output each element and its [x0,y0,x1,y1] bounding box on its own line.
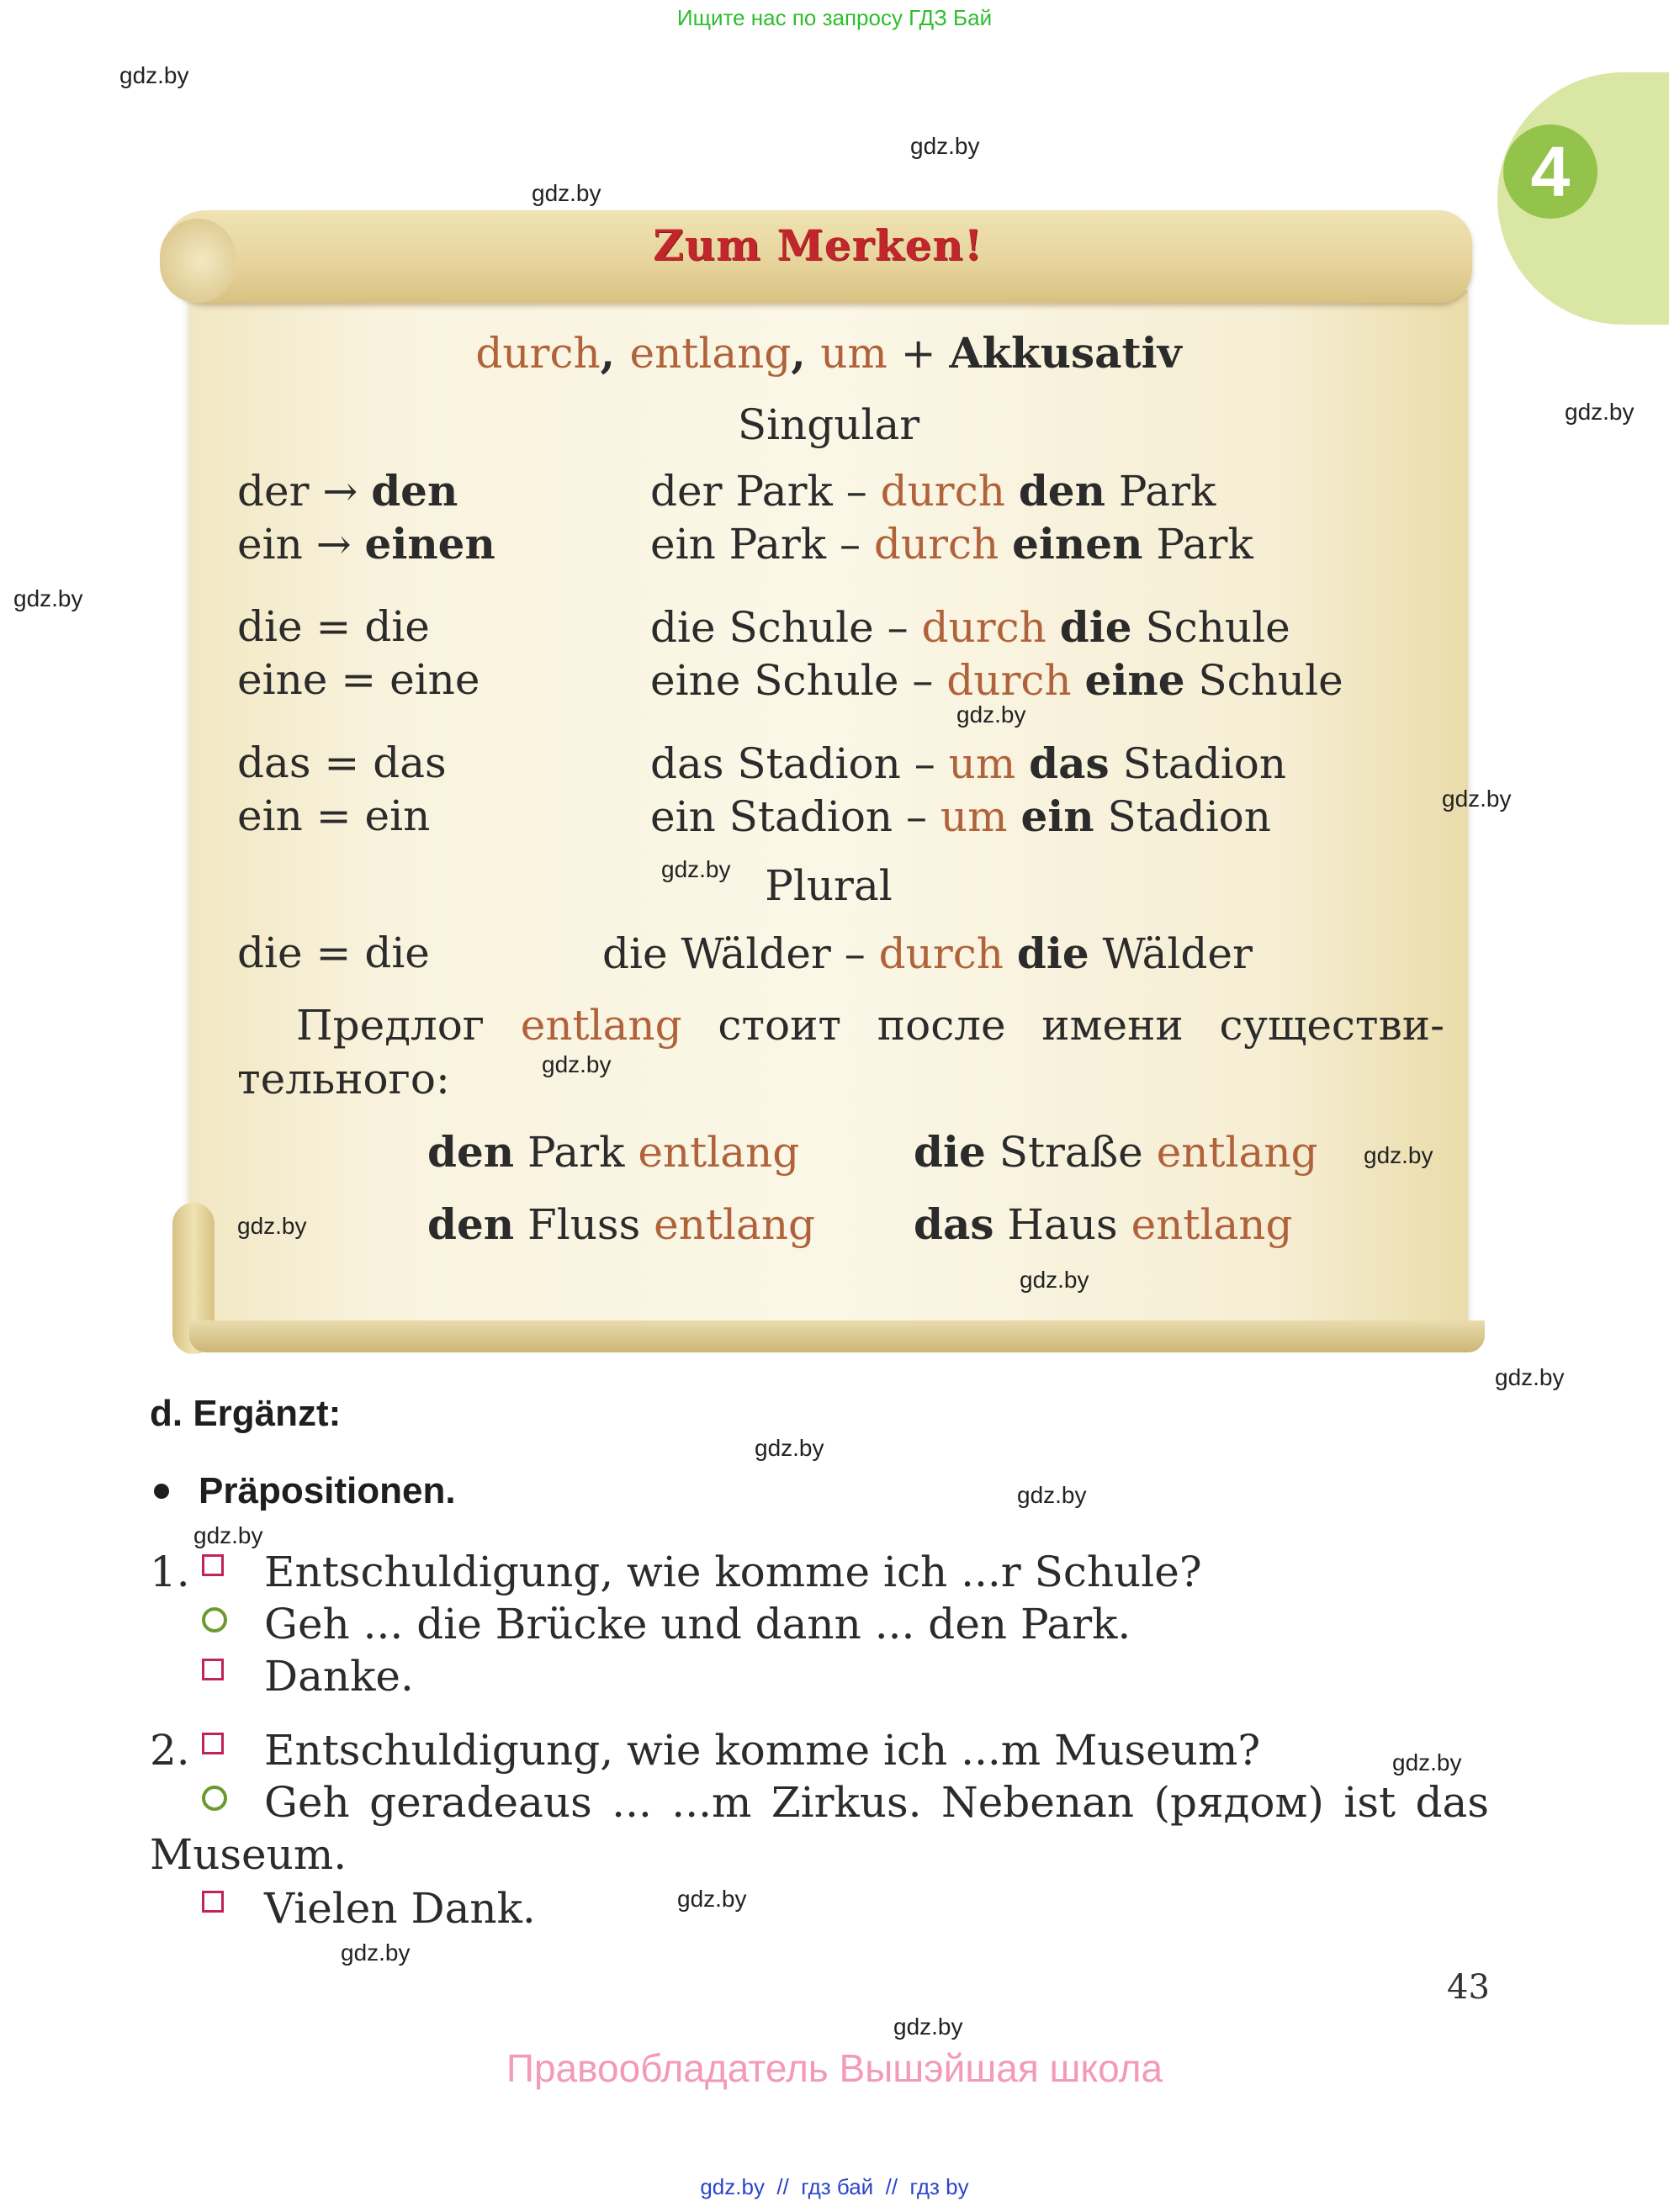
rule-example: ein Stadion – um ein Stadion [650,791,1271,841]
chapter-number-badge: 4 [1503,124,1597,219]
rule-left: die = die [237,929,430,977]
exercise-subheader: Präpositionen. [199,1470,456,1511]
watermark: gdz.by [1392,1749,1462,1775]
watermark: gdz.by [1442,786,1512,812]
rule-example: eine Schule – durch eine Schule [650,655,1343,705]
watermark: gdz.by [341,1939,411,1966]
speaker-a-icon [202,1894,224,1916]
watermark: gdz.by [542,1051,612,1077]
watermark: gdz.by [1020,1267,1089,1293]
example-phrase: den Fluss entlang [427,1199,816,1249]
rule-example: die Schule – durch die Schule [650,602,1290,652]
speaker-a-icon [202,1736,224,1758]
dialogue-line: Entschuldigung, wie komme ich ...r Schule? [264,1548,1202,1596]
speaker-a-icon [202,1558,224,1580]
watermark: gdz.by [193,1522,263,1548]
scroll-title: Zum Merken! [653,220,983,270]
speaker-a-icon [202,1662,224,1684]
dialogue-number: 2. [150,1726,190,1775]
rule-example: der Park – durch den Park [650,466,1216,516]
note-line-2: тельного: [237,1055,450,1103]
dialogue-line: Entschuldigung, wie komme ich ...m Museum? [264,1726,1261,1775]
watermark: gdz.by [13,585,83,611]
dialogue-line: Geh ... die Brücke und dann ... den Park. [264,1600,1131,1648]
singular-label: Singular [737,400,920,449]
footer-links[interactable]: gdz.by // гдз бай // гдз by [700,2174,969,2199]
rule-heading: durch, entlang, um + Akkusativ [475,328,1182,378]
bullet-icon [154,1484,169,1499]
watermark: gdz.by [1565,399,1635,425]
watermark: gdz.by [532,180,601,206]
rule-example: die Wälder – durch die Wälder [602,929,1253,978]
speaker-b-icon [202,1611,227,1636]
speaker-b-icon [202,1789,227,1814]
watermark: gdz.by [661,856,731,882]
watermark: gdz.by [910,133,980,159]
top-search-hint: Ищите нас по запросу ГДЗ Бай [676,5,993,30]
rule-left: ein = ein [237,791,431,840]
dialogue-line-continuation: Museum. [150,1830,347,1879]
rule-left: ein → einen [237,519,495,569]
rule-left: das = das [237,738,447,787]
example-phrase: das Haus entlang [914,1199,1293,1249]
watermark: gdz.by [1364,1142,1433,1168]
dialogue-line: Geh geradeaus ... ...m Zirkus. Nebenan (рядом) ist das [264,1778,1489,1827]
watermark: gdz.by [119,62,189,88]
page-number: 43 [1447,1968,1490,2007]
rule-left: eine = eine [237,655,480,704]
dialogue-line: Danke. [264,1652,414,1701]
watermark: gdz.by [237,1213,307,1239]
watermark: gdz.by [755,1435,824,1461]
watermark: gdz.by [956,701,1026,728]
exercise-header: d. Ergänzt: [150,1393,342,1434]
example-phrase: den Park entlang [427,1127,800,1177]
rights-holder: Правообладатель Вышэйшая школа [506,2046,1163,2090]
note-line-1: Предлог entlang стоит после имени существи- [296,1001,1444,1050]
dialogue-number: 1. [150,1548,190,1596]
watermark: gdz.by [1495,1364,1565,1390]
dialogue-line: Vielen Dank. [264,1884,536,1933]
rule-left: der → den [237,466,458,516]
watermark: gdz.by [893,2014,963,2040]
rule-left: die = die [237,602,430,651]
watermark: gdz.by [1017,1482,1087,1508]
example-phrase: die Straße entlang [914,1127,1318,1177]
plural-label: Plural [765,861,893,910]
scroll-bottom-edge [189,1320,1485,1352]
rule-example: ein Park – durch einen Park [650,519,1253,569]
watermark: gdz.by [677,1886,747,1912]
rule-example: das Stadion – um das Stadion [650,738,1287,788]
